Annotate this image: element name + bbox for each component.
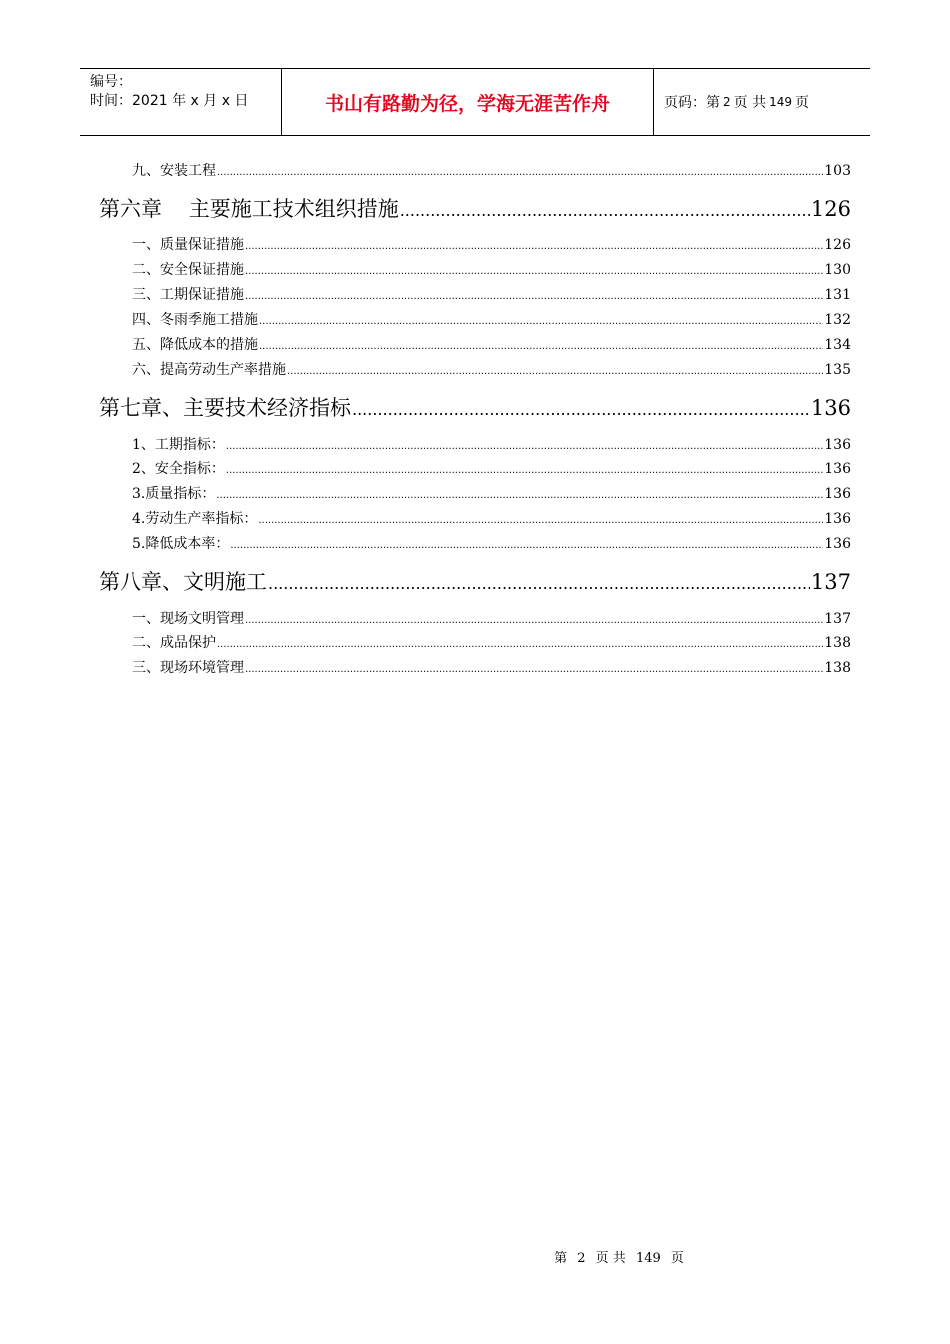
toc-entry-title: 2、安全指标：	[132, 461, 225, 477]
toc-leader-dots	[245, 287, 823, 307]
toc-entry-page: 136	[824, 511, 851, 527]
page-mid: 页 共	[733, 95, 767, 111]
toc-chapter-entry[interactable]	[99, 568, 851, 596]
toc-entry-page: 137	[824, 611, 851, 627]
header-meta	[80, 69, 282, 135]
toc-entry-page: 103	[824, 163, 851, 179]
toc-leader-dots	[259, 337, 823, 357]
toc-entry[interactable]	[132, 509, 851, 529]
toc-entry[interactable]	[132, 161, 851, 181]
page-footer	[0, 1247, 950, 1266]
document-number-label: 编号：	[90, 74, 132, 90]
footer-prefix: 第	[554, 1251, 568, 1266]
toc-entry-title: 九、安装工程	[132, 163, 216, 179]
toc-entry-title: 1、工期指标：	[132, 437, 225, 453]
toc-entry-title: 三、工期保证措施	[132, 287, 244, 303]
toc-entry[interactable]	[132, 285, 851, 305]
toc-entry-title: 5.降低成本率：	[132, 536, 230, 552]
toc-entry-title: 三、现场环境管理	[132, 660, 244, 676]
page-current: 2	[723, 95, 731, 109]
toc-entry-page: 126	[810, 197, 851, 221]
toc-entry-page: 138	[824, 635, 851, 651]
toc-entry[interactable]	[132, 310, 851, 330]
toc-leader-dots	[259, 312, 823, 332]
document-date-label: 时间：2021 年 x 月 x 日	[90, 93, 249, 109]
toc-entry-title: 二、成品保护	[132, 635, 216, 651]
toc-entry-page: 131	[824, 287, 851, 303]
toc-leader-dots	[226, 437, 823, 457]
toc-leader-dots	[245, 660, 823, 680]
toc-entry[interactable]	[132, 658, 851, 678]
toc-leader-dots	[217, 163, 823, 183]
toc-entry[interactable]	[132, 484, 851, 504]
toc-entry-title: 第八章、文明施工	[99, 570, 267, 594]
toc-leader-dots	[400, 197, 810, 225]
toc-entry-title: 二、安全保证措施	[132, 262, 244, 278]
toc-entry-page: 134	[824, 337, 851, 353]
toc-entry[interactable]	[132, 609, 851, 629]
header-slogan: 书山有路勤为径，学海无涯苦作舟	[282, 69, 654, 135]
toc-entry-title: 四、冬雨季施工措施	[132, 312, 258, 328]
toc-entry-page: 130	[824, 262, 851, 278]
footer-mid: 页 共	[595, 1251, 626, 1266]
toc-entry-title: 一、质量保证措施	[132, 237, 244, 253]
toc-entry[interactable]	[132, 235, 851, 255]
toc-entry-page: 126	[824, 237, 851, 253]
footer-suffix: 页	[670, 1251, 684, 1266]
toc-leader-dots	[287, 362, 823, 382]
toc-entry-page: 136	[824, 536, 851, 552]
toc-entry[interactable]	[132, 534, 851, 554]
page-prefix: 页码：第	[664, 95, 720, 111]
footer-total: 149	[635, 1251, 661, 1266]
toc-leader-dots	[258, 511, 823, 531]
toc-entry-title: 六、提高劳动生产率措施	[132, 362, 286, 378]
toc-entry-page: 137	[810, 570, 851, 594]
toc-entry-title: 五、降低成本的措施	[132, 337, 258, 353]
toc-entry-page: 135	[824, 362, 851, 378]
toc-leader-dots	[245, 611, 823, 631]
page-total: 149	[769, 95, 792, 109]
toc-entry-page: 136	[824, 461, 851, 477]
toc-entry[interactable]	[132, 435, 851, 455]
toc-chapter-entry[interactable]	[99, 394, 851, 422]
document-header	[80, 68, 870, 136]
header-page-info	[654, 69, 870, 135]
toc-leader-dots	[217, 635, 823, 655]
toc-entry-page: 132	[824, 312, 851, 328]
toc-entry-page: 136	[810, 396, 851, 420]
toc-leader-dots	[226, 461, 823, 481]
toc-entry-page: 136	[824, 486, 851, 502]
toc-entry-title: 3.质量指标：	[132, 486, 216, 502]
toc-leader-dots	[230, 536, 823, 556]
page-suffix: 页	[795, 95, 809, 111]
toc-chapter-entry[interactable]	[99, 195, 851, 223]
toc-entry-title: 4.劳动生产率指标：	[132, 511, 258, 527]
toc-entry[interactable]	[132, 459, 851, 479]
toc-entry-page: 138	[824, 660, 851, 676]
toc-entry[interactable]	[132, 260, 851, 280]
toc-entry-title: 一、现场文明管理	[132, 611, 244, 627]
footer-current: 2	[577, 1251, 586, 1266]
toc-entry-title: 第七章、主要技术经济指标	[99, 396, 351, 420]
toc-leader-dots	[352, 396, 810, 424]
toc-leader-dots	[216, 486, 823, 506]
toc-entry[interactable]	[132, 360, 851, 380]
toc-entry-title: 第六章 主要施工技术组织措施	[99, 197, 399, 221]
toc-leader-dots	[245, 237, 823, 257]
toc-entry[interactable]	[132, 335, 851, 355]
toc-entry-page: 136	[824, 437, 851, 453]
toc-leader-dots	[268, 570, 810, 598]
toc-entry[interactable]	[132, 633, 851, 653]
toc-leader-dots	[245, 262, 823, 282]
